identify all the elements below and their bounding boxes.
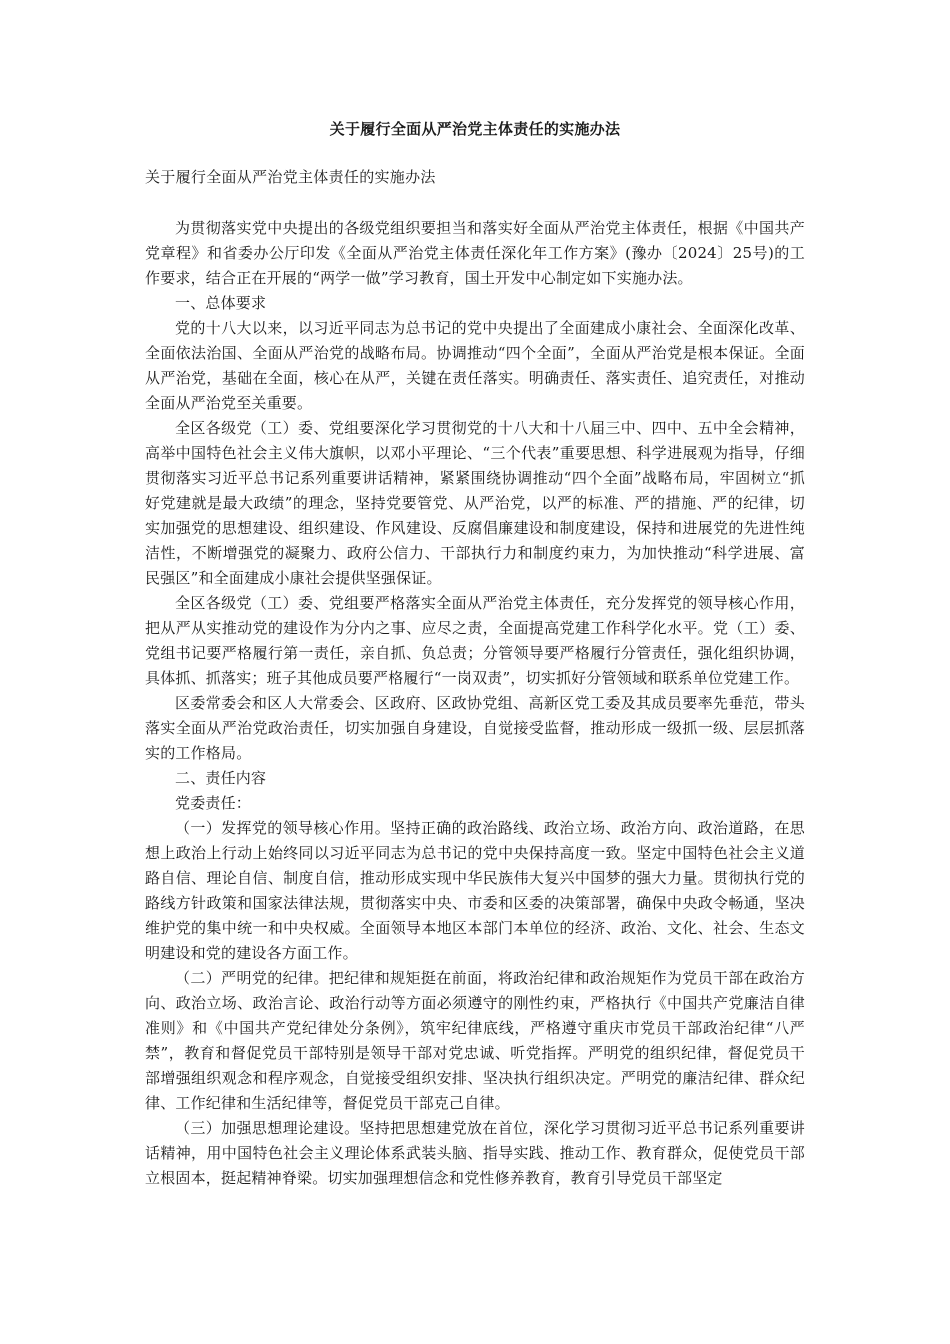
section-heading-responsibilities: 二、责任内容	[175, 769, 267, 787]
subheading-party-committee: 党委责任：	[175, 794, 252, 812]
document-title: 关于履行全面从严治党主体责任的实施办法	[329, 120, 621, 138]
document-subtitle: 关于履行全面从严治党主体责任的实施办法	[145, 168, 436, 186]
paragraph-item-2: （二）严明党的纪律。把纪律和规矩挺在前面，将政治纪律和政治规矩作为党员干部在政治方向、政治立场、政治言论、政治行动等方面必须遵守的刚性约束，严格执行《中国共产党廉洁自律准则》和《中国共产党纪律处分条例》，筑牢纪律底线，严格遵守重庆市党员干部政治纪律“八严禁”，教育和督促党员干部特别是领导干部对党忠诚、听党指挥。严明党的组织纪律，督促党员干部增强组织观念和程序观念，自觉接受组织安排、坚决执行组织决定。严明党的廉洁纪律、群众纪律、工作纪律和生活纪律等，督促党员干部克己自律。	[145, 969, 805, 1112]
paragraph: 党的十八大以来，以习近平同志为总书记的党中央提出了全面建成小康社会、全面深化改革、全面依法治国、全面从严治党的战略布局。协调推动“四个全面”，全面从严治党是根本保证。全面从严治党，基础在全面，核心在从严，关键在责任落实。明确责任、落实责任、追究责任，对推动全面从严治党至关重要。	[145, 319, 805, 412]
paragraph-item-3: （三）加强思想理论建设。坚持把思想建党放在首位，深化学习贯彻习近平总书记系列重要讲话精神，用中国特色社会主义理论体系武装头脑、指导实践、推动工作、教育群众，促使党员干部立根固本，挺起精神脊梁。切实加强理想信念和党性修养教育，教育引导党员干部坚定	[145, 1119, 805, 1187]
document-body	[145, 216, 805, 1191]
paragraph: 全区各级党（工）委、党组要深化学习贯彻党的十八大和十八届三中、四中、五中全会精神，高举中国特色社会主义伟大旗帜，以邓小平理论、“三个代表”重要思想、科学进展观为指导，仔细贯彻落实习近平总书记系列重要讲话精神，紧紧围绕协调推动“四个全面”战略布局，牢固树立“抓好党建就是最大政绩”的理念，坚持党要管党、从严治党，以严的标准、严的措施、严的纪律，切实加强党的思想建设、组织建设、作风建设、反腐倡廉建设和制度建设，保持和进展党的先进性纯洁性，不断增强党的凝聚力、政府公信力、干部执行力和制度约束力，为加快推动“科学进展、富民强区”和全面建成小康社会提供坚强保证。	[145, 419, 805, 587]
paragraph-intro: 为贯彻落实党中央提出的各级党组织要担当和落实好全面从严治党主体责任，根据《中国共产党章程》和省委办公厅印发《全面从严治党主体责任深化年工作方案》(豫办〔2024〕25号)的工作要求，结合正在开展的“两学一做”学习教育，国土开发中心制定如下实施办法。	[145, 219, 805, 287]
section-heading-general: 一、总体要求	[175, 294, 267, 312]
document-page	[145, 118, 805, 1191]
paragraph: 全区各级党（工）委、党组要严格落实全面从严治党主体责任，充分发挥党的领导核心作用，把从严从实推动党的建设作为分内之事、应尽之责，全面提高党建工作科学化水平。党（工）委、党组书记要严格履行第一责任，亲自抓、负总责；分管领导要严格履行分管责任，强化组织协调，具体抓、抓落实；班子其他成员要严格履行“一岗双责”，切实抓好分管领域和联系单位党建工作。	[145, 594, 805, 687]
paragraph: 区委常委会和区人大常委会、区政府、区政协党组、高新区党工委及其成员要率先垂范，带头落实全面从严治党政治责任，切实加强自身建设，自觉接受监督，推动形成一级抓一级、层层抓落实的工作格局。	[145, 694, 805, 762]
paragraph-item-1: （一）发挥党的领导核心作用。坚持正确的政治路线、政治立场、政治方向、政治道路，在思想上政治上行动上始终同以习近平同志为总书记的党中央保持高度一致。坚定中国特色社会主义道路自信、理论自信、制度自信，推动形成实现中华民族伟大复兴中国梦的强大力量。贯彻执行党的路线方针政策和国家法律法规，贯彻落实中央、市委和区委的决策部署，确保中央政令畅通，坚决维护党的集中统一和中央权威。全面领导本地区本部门本单位的经济、政治、文化、社会、生态文明建设和党的建设各方面工作。	[145, 819, 805, 962]
